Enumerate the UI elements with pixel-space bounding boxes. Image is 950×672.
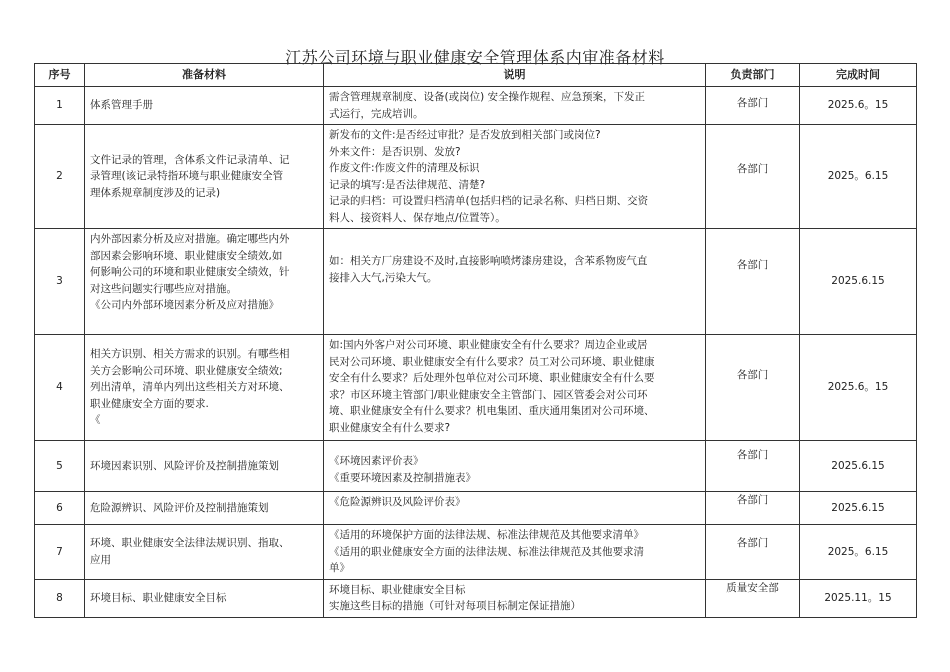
row-seq: 2 (35, 125, 85, 229)
row-dept: 各部门 (706, 125, 800, 229)
row-date: 2025.6.15 (800, 492, 917, 525)
table-row (35, 229, 917, 335)
table-row (35, 441, 917, 492)
header-seq: 序号 (35, 64, 85, 87)
table-row (35, 525, 917, 580)
row-explanation: 《环境因素评价表》 《重要环境因素及控制措施表》 (324, 441, 706, 492)
header-explanation: 说明 (324, 64, 706, 87)
row-date: 2025.6.15 (800, 441, 917, 492)
row-seq: 3 (35, 229, 85, 335)
row-material: 危险源辨识、风险评价及控制措施策划 (85, 492, 324, 525)
table-row (35, 125, 917, 229)
row-date: 2025.6.15 (800, 229, 917, 335)
row-material: 体系管理手册 (85, 87, 324, 125)
row-dept: 各部门 (706, 87, 800, 125)
row-explanation: 如：相关方厂房建设不及时,直接影响喷烤漆房建设，含苯系物废气直 接排入大气,污染大气。 (324, 229, 706, 335)
row-explanation: 环境目标、职业健康安全目标 实施这些目标的措施（可针对每项目标制定保证措施） (324, 579, 706, 617)
row-dept: 质量安全部 (706, 579, 800, 617)
row-seq: 6 (35, 492, 85, 525)
row-dept: 各部门 (706, 335, 800, 441)
row-material: 文件记录的管理，含体系文件记录清单、记 录管理(该记录特指环境与职业健康安全管 理体系规章制度涉及的记录) (85, 125, 324, 229)
row-material: 相关方识别、相关方需求的识别。有哪些相 关方会影响公司环境、职业健康安全绩效; 列出清单，清单内列出这些相关方对环境、 职业健康安全方面的要求. 《 (85, 335, 324, 441)
row-material: 环境因素识别、风险评价及控制措施策划 (85, 441, 324, 492)
header-date: 完成时间 (800, 64, 917, 87)
row-dept: 各部门 (706, 492, 800, 525)
row-date: 2025。6.15 (800, 125, 917, 229)
row-explanation: 新发布的文件:是否经过审批？是否发放到相关部门或岗位? 外来文件：是否识别、发放? 作废文件:作废文件的清理及标识 记录的填写:是否法律规范、清楚? 记录的归档：可设置归档清单(包括归档的记录名称、归档日期、交资 料人、接资料人、保存地点/位置等）。 (324, 125, 706, 229)
material-table (34, 63, 917, 618)
row-material: 环境目标、职业健康安全目标 (85, 579, 324, 617)
table-row (35, 579, 917, 617)
row-dept: 各部门 (706, 229, 800, 335)
row-date: 2025.11。15 (800, 579, 917, 617)
row-dept: 各部门 (706, 441, 800, 492)
header-dept: 负责部门 (706, 64, 800, 87)
row-date: 2025。6.15 (800, 525, 917, 580)
row-explanation: 需含管理规章制度、设备(或岗位) 安全操作规程、应急预案，下发正 式运行，完成培训。 (324, 87, 706, 125)
row-explanation: 《危险源辨识及风险评价表》 (324, 492, 706, 525)
row-date: 2025.6。15 (800, 87, 917, 125)
row-date: 2025.6。15 (800, 335, 917, 441)
row-material: 内外部因素分析及应对措施。确定哪些内外 部因素会影响环境、职业健康安全绩效,如 何影响公司的环境和职业健康安全绩效，针 对这些问题实行哪些应对措施。 《公司内外部环境因素分析及应对措施》 (85, 229, 324, 335)
page-title: 江苏公司环境与职业健康安全管理体系内审准备材料 (285, 48, 665, 67)
row-explanation: 《适用的环境保护方面的法律法规、标准法律规范及其他要求清单》 《适用的职业健康安全方面的法律法规、标准法律规范及其他要求清 单》 (324, 525, 706, 580)
row-seq: 8 (35, 579, 85, 617)
row-seq: 4 (35, 335, 85, 441)
row-material: 环境、职业健康安全法律法规识别、指取、 应用 (85, 525, 324, 580)
row-seq: 7 (35, 525, 85, 580)
table-header-row (35, 64, 917, 87)
table-row (35, 335, 917, 441)
row-seq: 1 (35, 87, 85, 125)
row-explanation: 如:国内外客户对公司环境、职业健康安全有什么要求？周边企业或居 民对公司环境、职业健康安全有什么要求？员工对公司环境、职业健康 安全有什么要求？后处理外包单位对公司环境、职业健康安全有什么要 求？市区环境主管部门/职业健康安全主管部门、园区管委会对公司环 境、职业健康安全有什么要求？机电集团、重庆通用集团对公司环境、 职业健康安全有什么要求? (324, 335, 706, 441)
row-seq: 5 (35, 441, 85, 492)
header-material: 准备材料 (85, 64, 324, 87)
table-row (35, 492, 917, 525)
row-dept: 各部门 (706, 525, 800, 580)
table-row (35, 87, 917, 125)
